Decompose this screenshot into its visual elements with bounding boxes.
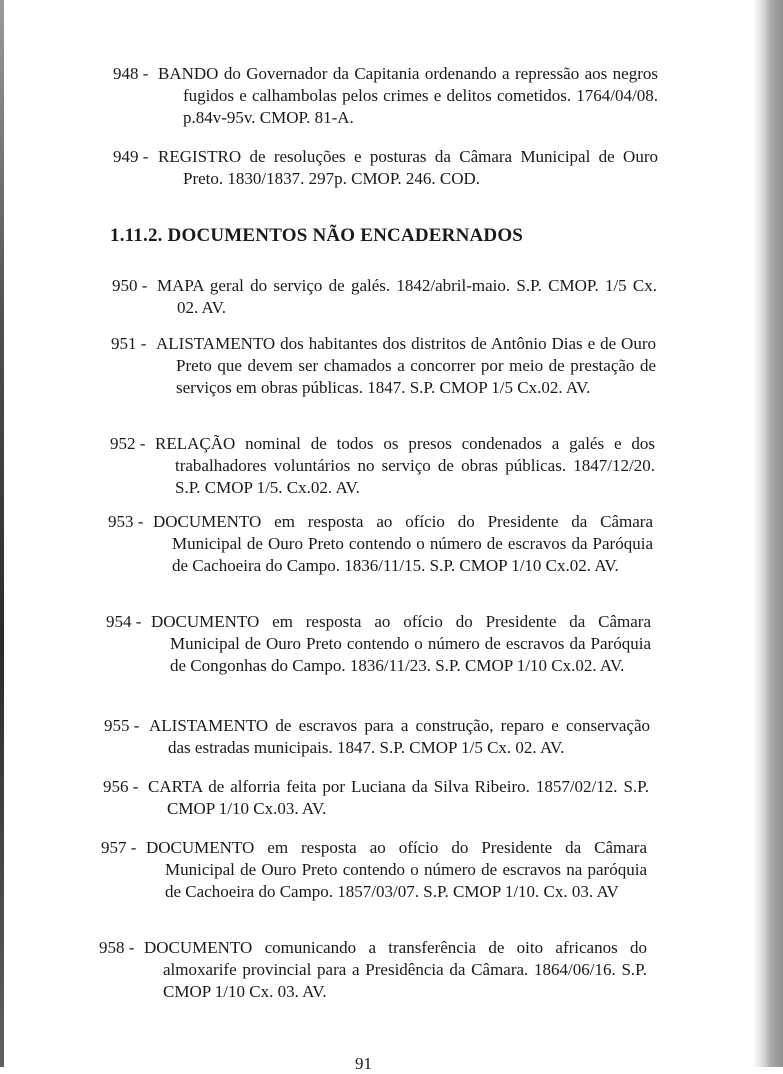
entry-number: 949 - bbox=[113, 147, 149, 166]
entry-number: 956 - bbox=[103, 777, 139, 796]
entry-text: DOCUMENTO comunicando a transferência de oito africanos do almoxarife provincial para a Presidência da Câmara. 1864/06/16. S.P. CMOP 1/10 Cx. 03. AV. bbox=[144, 938, 647, 1001]
catalog-entry-954 bbox=[106, 611, 651, 677]
entry-text: CARTA de alforria feita por Luciana da Silva Ribeiro. 1857/02/12. S.P. CMOP 1/10 Cx.03. AV. bbox=[148, 777, 649, 818]
entry-text: BANDO do Governador da Capitania ordenando a repressão aos negros fugidos e calhambolas pelos crimes e delitos cometidos. 1764/04/08. p.84v-95v. CMOP. 81-A. bbox=[158, 64, 658, 127]
entry-text: DOCUMENTO em resposta ao ofício do Presidente da Câmara Municipal de Ouro Preto contendo o número de escravos na paróquia de Cachoeira do Campo. 1857/03/07. S.P. CMOP 1/10. Cx. 03. AV bbox=[146, 838, 647, 901]
entry-number: 950 - bbox=[112, 276, 148, 295]
entry-text: DOCUMENTO em resposta ao ofício do Presidente da Câmara Municipal de Ouro Preto contendo o número de escravos da Paróquia de Congonhas do Campo. 1836/11/23. S.P. CMOP 1/10 Cx.02. AV. bbox=[151, 612, 651, 675]
catalog-entry-948 bbox=[113, 63, 658, 129]
entry-text: MAPA geral do serviço de galés. 1842/abril-maio. S.P. CMOP. 1/5 Cx. 02. AV. bbox=[157, 276, 657, 317]
entry-number: 951 - bbox=[111, 334, 147, 353]
catalog-entry-958 bbox=[99, 937, 647, 1003]
catalog-entry-953 bbox=[108, 511, 653, 577]
entry-number: 954 - bbox=[106, 612, 142, 631]
entry-number: 952 - bbox=[110, 434, 146, 453]
entry-text: ALISTAMENTO dos habitantes dos distritos de Antônio Dias e de Ouro Preto que devem ser chamados a concorrer por meio de prestação de serviços em obras públicas. 1847. S.P. CMOP 1/5 Cx.02. AV. bbox=[156, 334, 656, 397]
entry-number: 958 - bbox=[99, 938, 135, 957]
entry-number: 955 - bbox=[104, 716, 140, 735]
entry-text: DOCUMENTO em resposta ao ofício do Presidente da Câmara Municipal de Ouro Preto contendo o número de escravos da Paróquia de Cachoeira do Campo. 1836/11/15. S.P. CMOP 1/10 Cx.02. AV. bbox=[153, 512, 653, 575]
catalog-entry-955 bbox=[104, 715, 650, 759]
entry-text: ALISTAMENTO de escravos para a construção, reparo e conservação das estradas municipais. 1847. S.P. CMOP 1/5 Cx. 02. AV. bbox=[149, 716, 650, 757]
catalog-entry-950 bbox=[112, 275, 657, 319]
catalog-entry-957 bbox=[101, 837, 647, 903]
entry-text: REGISTRO de resoluções e posturas da Câmara Municipal de Ouro Preto. 1830/1837. 297p. CMOP. 246. COD. bbox=[158, 147, 658, 188]
catalog-entry-956 bbox=[103, 776, 649, 820]
section-title: 1.11.2. DOCUMENTOS NÃO ENCADERNADOS bbox=[110, 225, 524, 246]
entry-number: 953 - bbox=[108, 512, 144, 531]
entry-number: 948 - bbox=[113, 64, 149, 83]
entry-text: RELAÇÃO nominal de todos os presos condenados a galés e dos trabalhadores voluntários no serviço de obras públicas. 1847/12/20. S.P. CMOP 1/5. Cx.02. AV. bbox=[155, 434, 655, 497]
catalog-entry-949 bbox=[113, 146, 658, 190]
catalog-entry-951 bbox=[111, 333, 656, 399]
entry-number: 957 - bbox=[101, 838, 137, 857]
page-number: 91 bbox=[355, 1054, 372, 1073]
catalog-entry-952 bbox=[110, 433, 655, 499]
